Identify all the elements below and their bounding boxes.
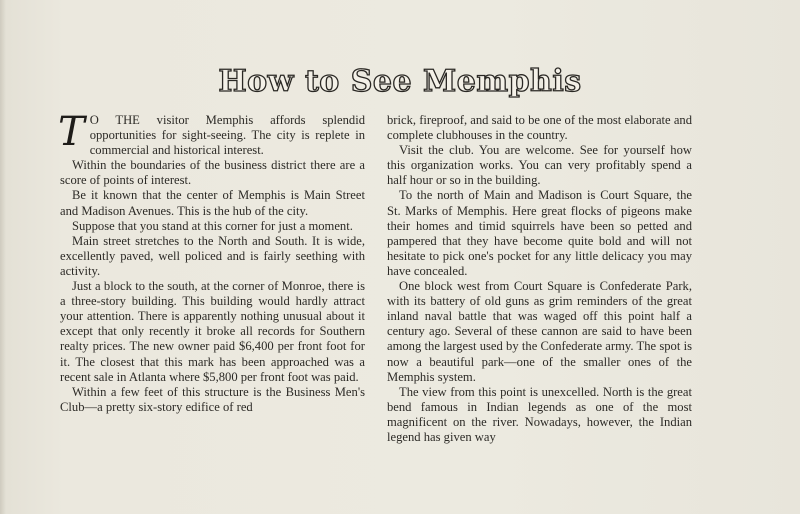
left-column (58, 109, 365, 415)
paragraph (58, 109, 365, 158)
paragraph: The view from this point is unexcelled. North is the great bend famous in Indian legends as one of the most magnificent on the river. Nowadays, however, the Indian legend has given way (387, 384, 692, 444)
right-column (387, 113, 692, 445)
paragraph: Within the boundaries of the business district there are a score of points of interest. (60, 158, 365, 188)
paragraph: Main street stretches to the North and South. It is wide, excellently paved, well policed and is fairly seething with activity. (60, 233, 365, 278)
paragraph: Be it known that the center of Memphis is Main Street and Madison Avenues. This is the hub of the city. (60, 188, 365, 218)
paragraph: Suppose that you stand at this corner for just a moment. (72, 218, 353, 233)
paragraph: One block west from Court Square is Confederate Park, with its battery of old guns as grim reminders of the great inland naval battle that was waged off this point half a century ago. Several of these cannon are said to have been among the largest used by the Confederate army. The spot is now a beautiful park—one of the smaller ones of the Memphis system. (387, 279, 692, 384)
drop-cap: T (58, 109, 85, 155)
paragraph: Just a block to the south, at the corner of Monroe, there is a three-story building. This building would hardly attract your attention. There is apparently nothing unusual about it except that only recently it broke all records for Southern realty prices. The new owner paid $6,400 per front foot for it. The closest that this mark has been approached was a recent sale in Atlanta where $5,800 per front foot was paid. (60, 279, 365, 384)
paragraph: Visit the club. You are welcome. See for yourself how this organization works. You can very profitably spend a half hour or so in the building. (387, 143, 692, 188)
paragraph: brick, fireproof, and said to be one of the most elaborate and complete clubhouses in the country. (387, 113, 692, 143)
paragraph: To the north of Main and Madison is Court Square, the St. Marks of Memphis. Here great flocks of pigeons make their homes and timid squirrels have been so petted and pampered that they have become quite bold and will not hesitate to pick one's pocket for any little delicacy you may have concealed. (387, 188, 692, 278)
paragraph: Within a few feet of this structure is the Business Men's Club—a pretty six-story edifice of red (60, 384, 365, 414)
paragraph-text: O THE visitor Memphis affords splendid opportunities for sight-seeing. The city is replete in commercial and historical interest. (89, 113, 365, 158)
page-title: How to See Memphis (218, 64, 582, 99)
